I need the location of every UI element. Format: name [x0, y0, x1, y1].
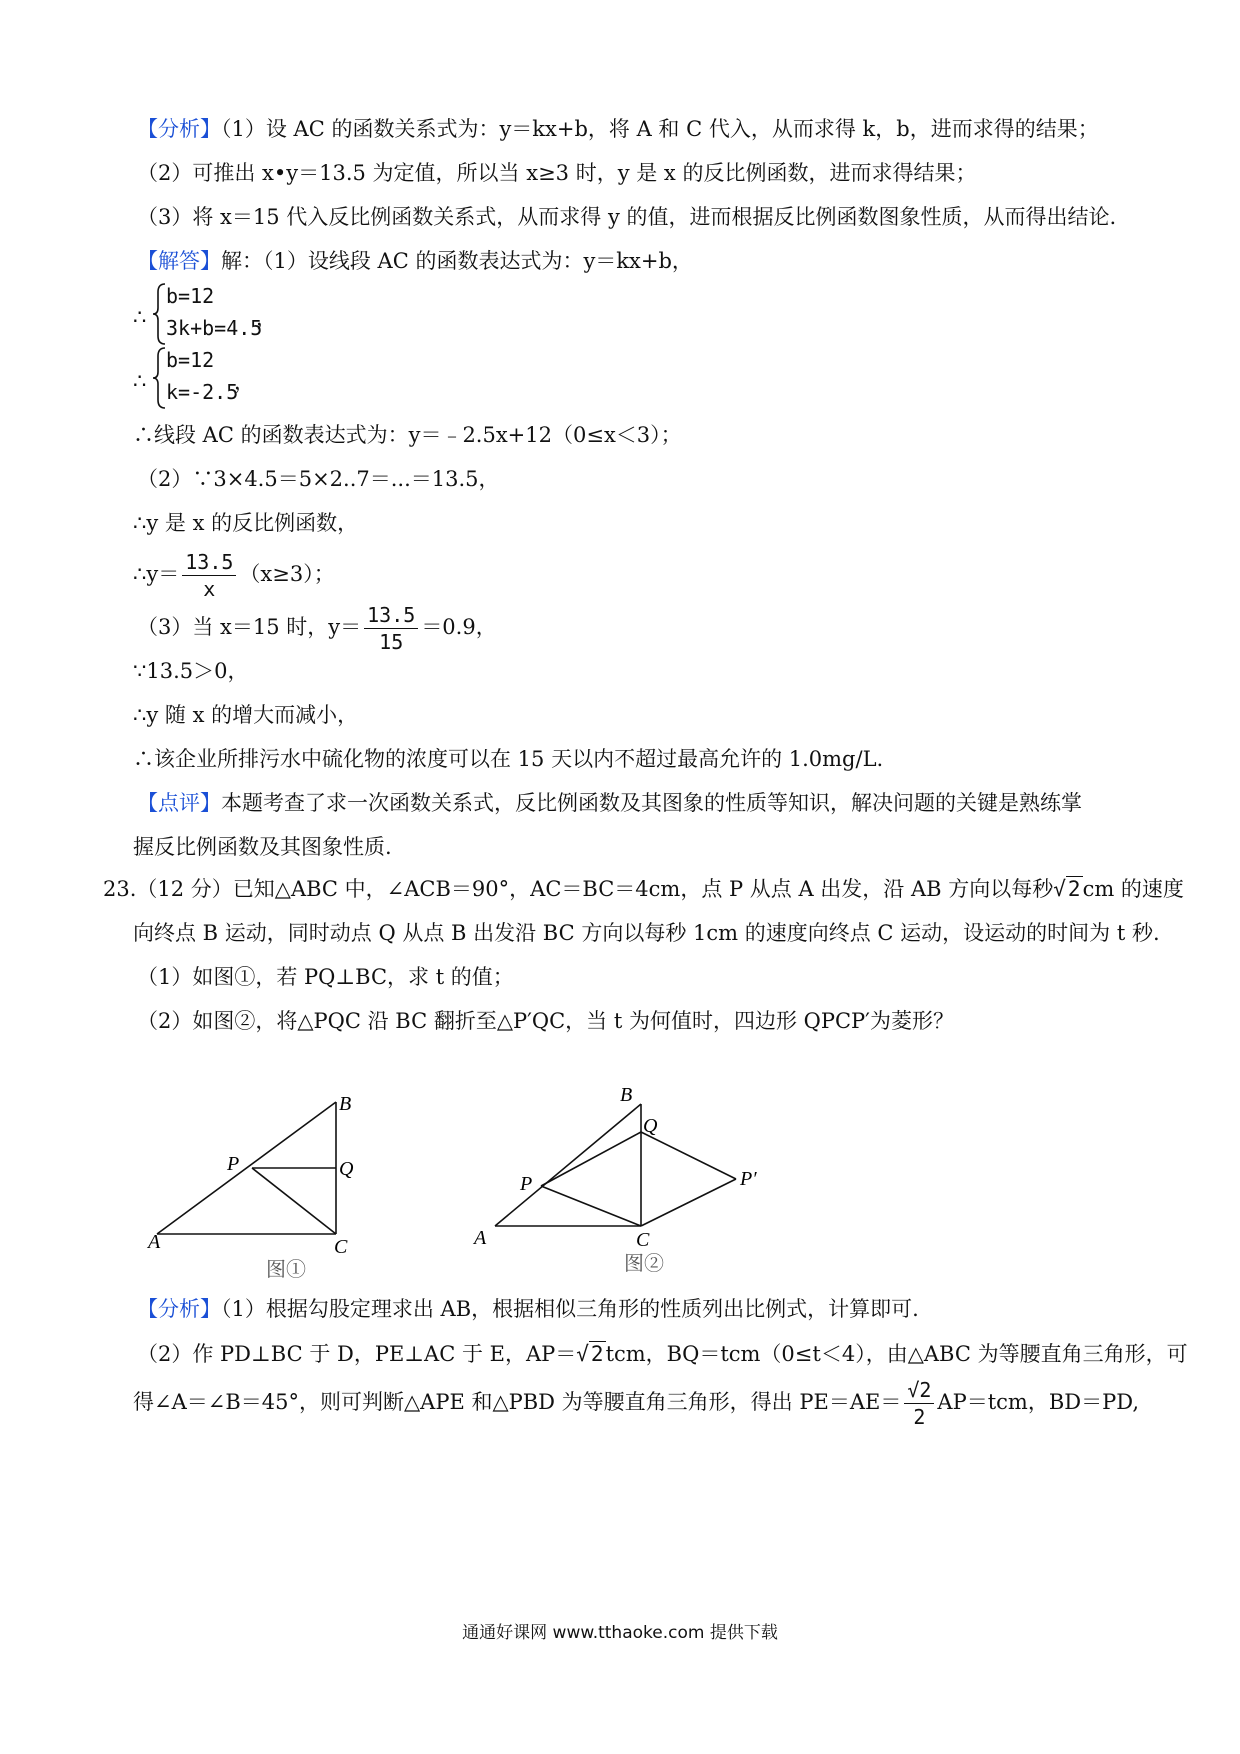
fig2-side-ab: [495, 1104, 641, 1226]
fig2-segment-pc: [541, 1186, 641, 1226]
fraction-1-denominator: x: [203, 577, 216, 601]
fraction-3-denominator: 2: [913, 1405, 926, 1429]
analysis-1-line-3: （3）将 x＝15 代入反比例函数关系式，从而求得 y 的值，进而根据反比例函数图象性质，从而得出结论.: [137, 205, 1117, 229]
page-footer: 通通好课网 www.tthaoke.com 提供下载: [462, 1623, 778, 1643]
solution-tag: 【解答】: [137, 249, 221, 273]
problem-23-line-2: 向终点 B 运动，同时动点 Q 从点 B 出发沿 BC 方向以每秒 1cm 的速度向终点 C 运动，设运动的时间为 t 秒.: [133, 921, 1160, 945]
system-2-eq-b: k=-2.5: [166, 380, 239, 404]
fig2-label-p: P: [520, 1173, 533, 1195]
therefore-sign-1: ∴: [133, 305, 147, 329]
solution-line-1: [137, 246, 693, 276]
fraction-1-numerator: 13.5: [182, 549, 236, 576]
comment-tag: 【点评】: [137, 791, 221, 815]
solution-part-2: （2）∵3×4.5＝5×2..7＝...＝13.5，: [137, 467, 500, 491]
fig2-label-p-prime: P′: [740, 1168, 757, 1190]
analysis-2-line-3: [133, 1370, 1139, 1434]
fig2-label-c: C: [636, 1229, 650, 1251]
solution-positive: ∵13.5＞0，: [133, 659, 249, 683]
system-2-eq-a: b=12: [166, 348, 215, 372]
fig1-caption: 图①: [266, 1259, 306, 1281]
fraction-2: [364, 602, 418, 655]
sqrt-radicand-2: 2: [590, 1342, 604, 1366]
problem-23-line-1: [103, 874, 1184, 904]
analysis-2-line-1: [137, 1294, 919, 1324]
solution-decreasing: ∴y 随 x 的增大而减小，: [133, 703, 359, 727]
fig1-segment-pc: [252, 1168, 336, 1234]
figures: [0, 1070, 1240, 1310]
analysis-2-tag: 【分析】: [137, 1297, 221, 1321]
analysis-1-line-2: （2）可推出 x•y＝13.5 为定值，所以当 x≥3 时，y 是 x 的反比例函数，进而求得结果；: [137, 161, 977, 185]
solution-inverse: ∴y 是 x 的反比例函数，: [133, 511, 359, 535]
fig2-caption: 图②: [624, 1253, 664, 1275]
analysis-2-text-a: （2）作 PD⊥BC 于 D，PE⊥AC 于 E，AP＝: [137, 1342, 577, 1366]
figure-1: [146, 1093, 354, 1281]
analysis-1-line-1: [137, 114, 1099, 144]
sqrt-2-symbol-2: √2: [576, 1342, 604, 1366]
analysis-1-text: （1）设 AC 的函数关系式为：y＝kx+b，将 A 和 C 代入，从而求得 k，b，进而求得的结果；: [221, 117, 1099, 141]
fig2-label-q: Q: [643, 1115, 658, 1137]
system-1-eq-a: b=12: [166, 284, 215, 308]
fig1-label-a: A: [148, 1231, 161, 1253]
analysis-2-text-c: 得∠A＝∠B＝45°，则可判断△APE 和△PBD 为等腰直角三角形，得出 PE＝AE＝: [133, 1390, 902, 1414]
fig2-segment-qp-prime: [641, 1132, 736, 1179]
comment-line-1: [137, 788, 1082, 818]
fig2-segment-cp-prime: [641, 1179, 736, 1226]
problem-23-question-1: （1）如图①，若 PQ⊥BC，求 t 的值；: [137, 965, 514, 989]
fraction-3-numerator: √2: [904, 1377, 934, 1404]
solution-conclusion: ∴该企业所排污水中硫化物的浓度可以在 15 天以内不超过最高允许的 1.0mg/L.: [133, 747, 884, 771]
part-3-suffix: ＝0.9，: [421, 615, 497, 639]
fraction-2-numerator: 13.5: [364, 602, 418, 629]
fig2-label-b: B: [620, 1084, 633, 1106]
y-prefix: ∴y＝: [133, 562, 180, 586]
sqrt-radicand: 2: [1067, 877, 1081, 901]
solution-ac-expression: ∴线段 AC 的函数表达式为：y＝﹣2.5x+12（0≤x＜3）；: [133, 423, 682, 447]
problem-23-question-2: （2）如图②，将△PQC 沿 BC 翻折至△P′QC，当 t 为何值时，四边形 QPCP′为菱形？: [137, 1009, 954, 1033]
fig2-label-a: A: [474, 1227, 487, 1249]
fig2-segment-pq: [541, 1132, 641, 1186]
fraction-3: [904, 1377, 934, 1430]
part-3-prefix: （3）当 x＝15 时，y＝: [137, 615, 362, 639]
figure-2: [472, 1084, 757, 1275]
therefore-sign-2: ∴: [133, 369, 147, 393]
comment-text: 本题考查了求一次函数关系式，反比例函数及其图象的性质等知识，解决问题的关键是熟练掌: [221, 791, 1082, 815]
system-1-eq-b: 3k+b=4.5: [166, 316, 263, 340]
problem-23-text-b: cm 的速度: [1082, 877, 1184, 901]
solution-part-3: [137, 595, 497, 659]
comment-line-2: 握反比例函数及其图象性质.: [133, 835, 392, 859]
solution-text: 解：（1）设线段 AC 的函数表达式为：y＝kx+b，: [221, 249, 693, 273]
fig1-label-c: C: [334, 1236, 348, 1258]
fraction-2-denominator: 15: [379, 630, 404, 654]
problem-23-text-a: 23.（12 分）已知△ABC 中，∠ACB＝90°，AC＝BC＝4cm，点 P 从点 A 出发，沿 AB 方向以每秒: [103, 877, 1054, 901]
analysis-2-text-b: tcm，BQ＝tcm（0≤t＜4），由△ABC 为等腰直角三角形，可: [605, 1342, 1188, 1366]
y-suffix: （x≥3）；: [239, 562, 335, 586]
analysis-2-text: （1）根据勾股定理求出 AB，根据相似三角形的性质列出比例式，计算即可.: [221, 1297, 919, 1321]
sqrt-2-symbol: √2: [1053, 877, 1081, 901]
analysis-tag: 【分析】: [137, 117, 221, 141]
comma-1: ，: [256, 306, 277, 330]
analysis-2-line-2: [137, 1339, 1188, 1369]
fig1-label-q: Q: [339, 1158, 354, 1180]
comma-2: ，: [234, 370, 255, 394]
analysis-2-text-d: AP＝tcm，BD＝PD,: [937, 1390, 1139, 1414]
fig1-label-b: B: [339, 1093, 352, 1115]
fig1-label-p: P: [227, 1153, 240, 1175]
